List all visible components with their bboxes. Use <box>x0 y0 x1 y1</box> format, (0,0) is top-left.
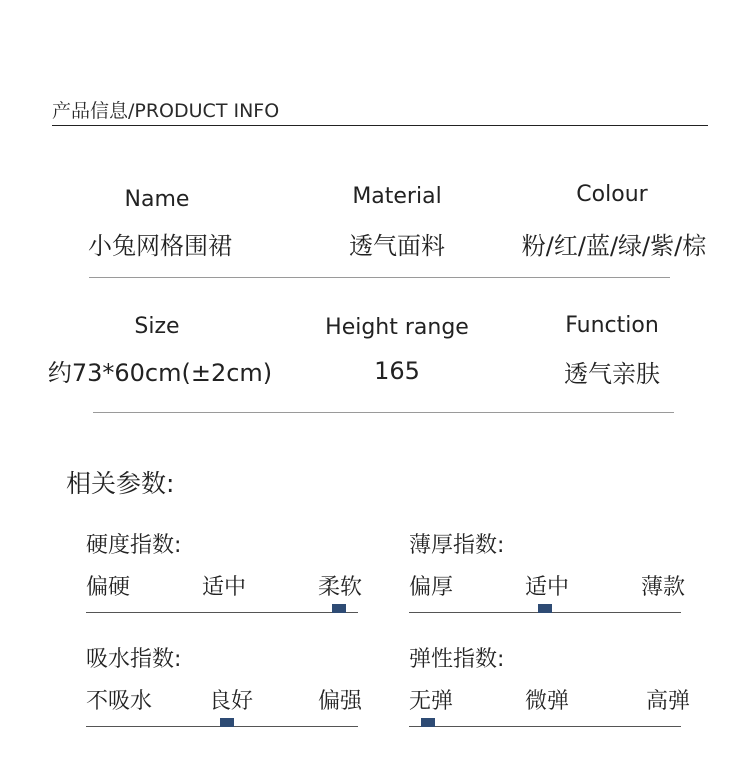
height-range-value: 165 <box>374 357 420 385</box>
hardness-high-label: 柔软 <box>318 575 363 600</box>
elasticity-mid-label: 微弹 <box>525 689 570 714</box>
material-value: 透气面料 <box>349 232 445 260</box>
params-title: 相关参数: <box>66 469 175 498</box>
elasticity-level-marker <box>421 718 435 727</box>
row-separator <box>89 277 670 278</box>
hardness-index-title: 硬度指数: <box>86 533 182 558</box>
hardness-low-label: 偏硬 <box>86 575 131 600</box>
function-value: 透气亲肤 <box>564 360 660 388</box>
elasticity-index-title: 弹性指数: <box>409 647 505 672</box>
thickness-level-marker <box>538 604 552 613</box>
thickness-low-label: 偏厚 <box>409 575 454 600</box>
section-header-title: 产品信息/PRODUCT INFO <box>52 100 280 122</box>
name-label: Name <box>124 187 190 212</box>
absorbency-level-marker <box>220 718 234 727</box>
absorbency-low-label: 不吸水 <box>86 689 153 714</box>
hardness-scale <box>86 612 358 613</box>
colour-value: 粉/红/蓝/绿/紫/棕 <box>521 232 707 260</box>
header-rule <box>52 125 708 126</box>
size-value: 约73*60cm(±2cm) <box>47 359 273 387</box>
colour-label: Colour <box>576 182 648 207</box>
hardness-mid-label: 适中 <box>202 575 247 600</box>
absorbency-mid-label: 良好 <box>209 689 254 714</box>
thickness-mid-label: 适中 <box>525 575 570 600</box>
elasticity-low-label: 无弹 <box>409 689 454 714</box>
hardness-level-marker <box>332 604 346 613</box>
elasticity-scale <box>409 726 681 727</box>
height-range-label: Height range <box>325 315 469 340</box>
function-label: Function <box>565 313 659 338</box>
thickness-index-title: 薄厚指数: <box>409 533 505 558</box>
absorbency-index-title: 吸水指数: <box>86 647 182 672</box>
name-value: 小兔网格围裙 <box>88 232 232 260</box>
size-label: Size <box>134 314 180 339</box>
absorbency-high-label: 偏强 <box>318 689 363 714</box>
elasticity-high-label: 高弹 <box>646 689 691 714</box>
material-label: Material <box>352 184 442 209</box>
thickness-high-label: 薄款 <box>641 575 686 600</box>
row-separator <box>93 412 674 413</box>
